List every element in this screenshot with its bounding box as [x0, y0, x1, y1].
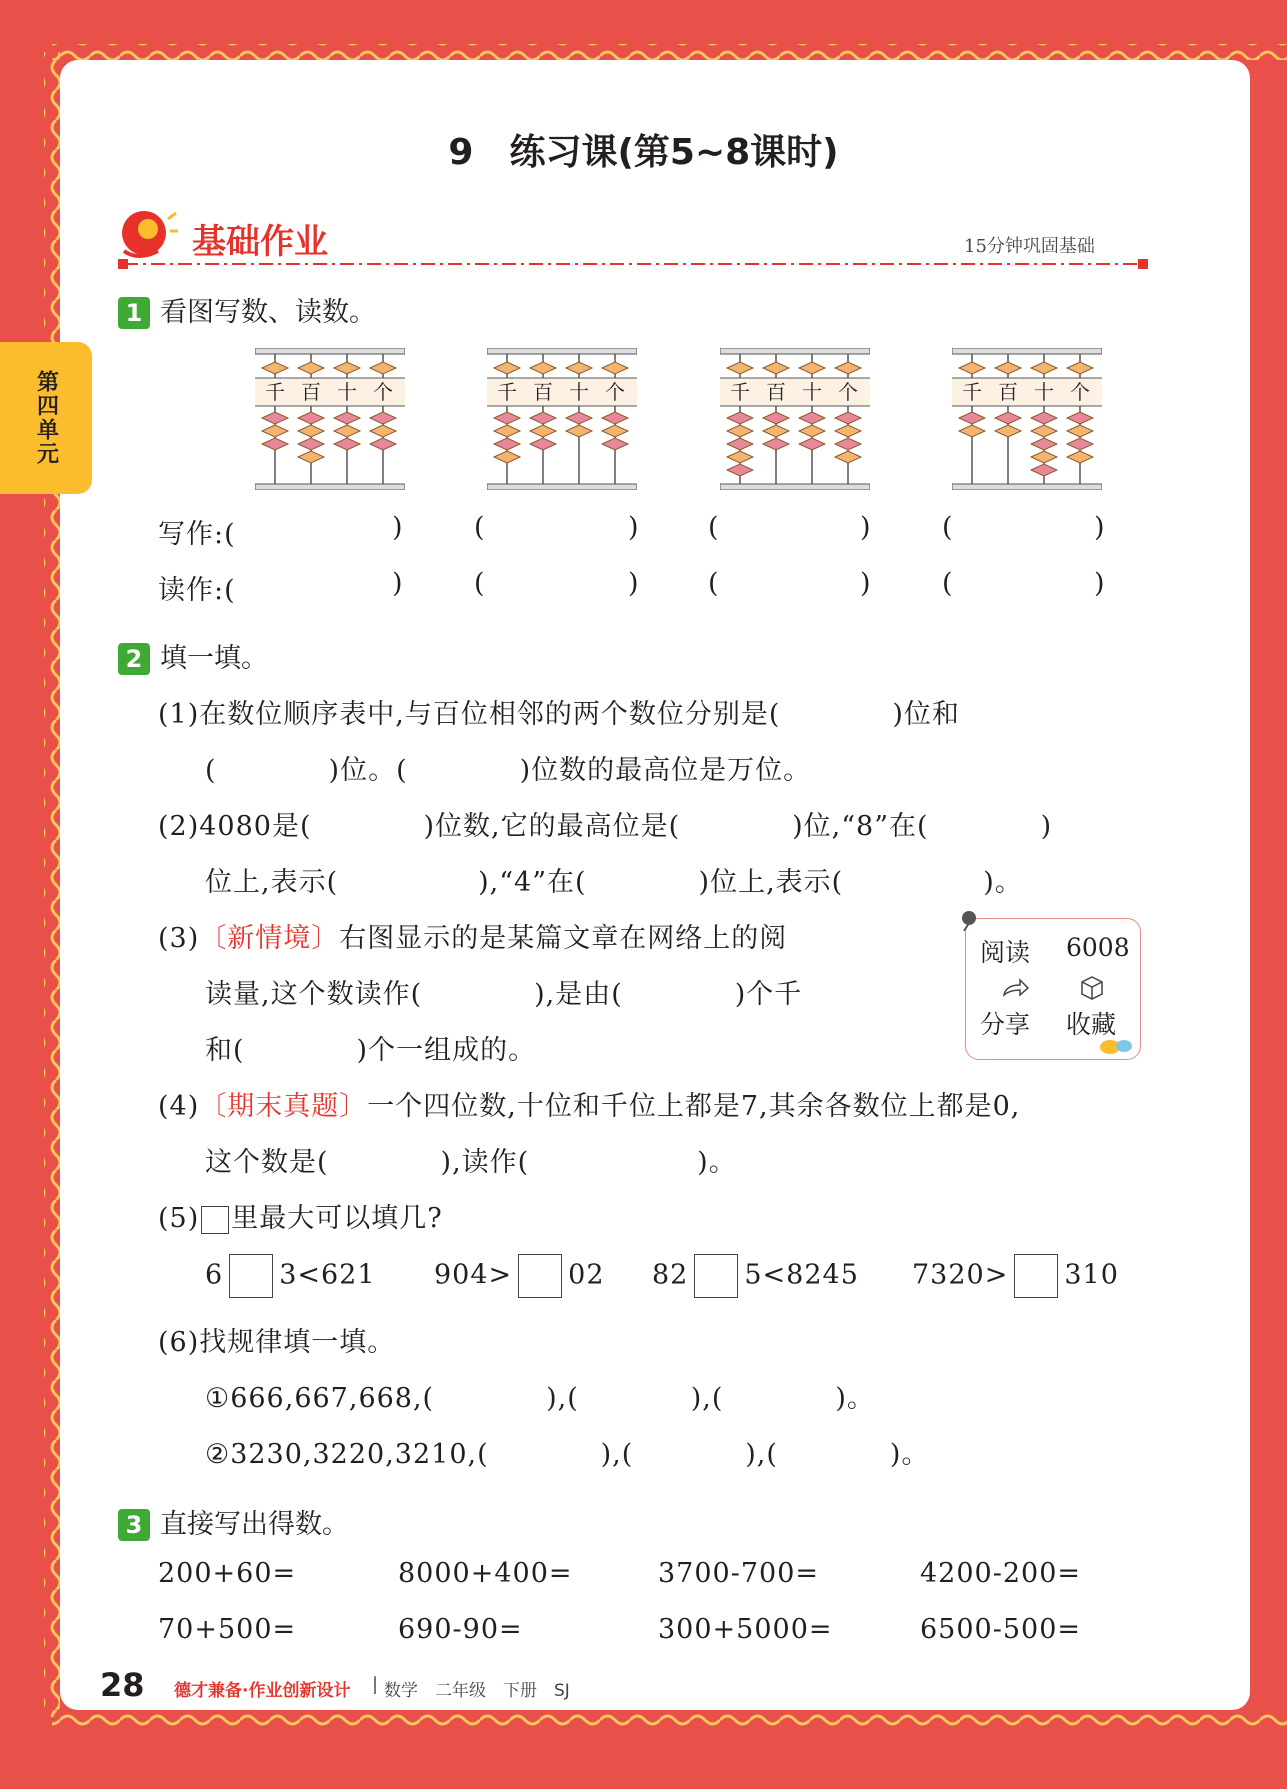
- abacus-place-label: 千: [730, 380, 750, 404]
- q2-p5-prefix: (5): [158, 1203, 200, 1234]
- p5-item-1: [205, 1254, 376, 1298]
- abacus-place-label: 百: [301, 380, 321, 404]
- abacus-bead: [530, 362, 556, 374]
- p5-item-pre: 82: [652, 1259, 689, 1291]
- paren: ): [1094, 568, 1106, 599]
- read-count-card: [965, 918, 1141, 1060]
- q2-p5-text: 里最大可以填几?: [231, 1203, 443, 1234]
- abacus-bead: [1067, 451, 1093, 463]
- abacus-bead: [799, 412, 825, 424]
- abacus-bead: [530, 425, 556, 437]
- abacus-bead: [727, 362, 753, 374]
- abacus-bead: [494, 362, 520, 374]
- abacus-frame-top: [255, 348, 405, 354]
- card-read-label: 阅读: [980, 938, 1031, 967]
- abacus-place-label: 千: [962, 380, 982, 404]
- answer-box[interactable]: [1014, 1254, 1058, 1298]
- abacus-bead: [1067, 362, 1093, 374]
- q2-p5-title: [158, 1196, 443, 1235]
- abacus-place-label: 十: [569, 380, 589, 404]
- paren: ): [860, 512, 872, 543]
- abacus-place-label: 十: [1034, 380, 1054, 404]
- q2-p4-line2: 这个数是( ),读作( )。: [205, 1147, 737, 1178]
- abacus-3: [720, 348, 870, 490]
- bell-icon: [118, 205, 178, 261]
- calc-item: 4200-200=: [920, 1558, 1081, 1589]
- p5-item-4: [912, 1254, 1119, 1298]
- abacus-bead: [799, 362, 825, 374]
- abacus-place-label: 十: [802, 380, 822, 404]
- paren: ): [860, 568, 872, 599]
- q2-p4-text: 一个四位数,十位和千位上都是7,其余各数位上都是0,: [367, 1091, 1021, 1122]
- paren: ): [392, 568, 404, 599]
- abacus-bead: [298, 412, 324, 424]
- q2-p1-line2: ( )位。( )位数的最高位是万位。: [205, 755, 812, 786]
- q2-p3-line1: [158, 916, 787, 955]
- abacus-bead: [835, 425, 861, 437]
- card-read-value: 6008: [1066, 933, 1130, 962]
- answer-box[interactable]: [229, 1254, 273, 1298]
- calc-item: 6500-500=: [920, 1614, 1081, 1645]
- abacus-bead: [1031, 412, 1057, 424]
- footer-series: 德才兼备·作业创新设计: [174, 1681, 351, 1701]
- p5-item-post: 310: [1064, 1259, 1119, 1291]
- q1-heading: [118, 290, 376, 329]
- abacus-bead: [959, 412, 985, 424]
- abacus-frame-top: [720, 348, 870, 354]
- section-title: 基础作业: [192, 222, 328, 262]
- abacus-bead: [959, 425, 985, 437]
- abacus-bead: [835, 362, 861, 374]
- abacus-bead: [334, 412, 360, 424]
- paren: (: [942, 512, 954, 543]
- q2-p3-prefix: (3): [158, 923, 200, 954]
- abacus-bead: [334, 438, 360, 450]
- abacus-place-label: 百: [766, 380, 786, 404]
- abacus-bead: [298, 362, 324, 374]
- p5-item-pre: 6: [205, 1259, 224, 1291]
- abacus-2: [487, 348, 637, 490]
- calc-item: 300+5000=: [658, 1614, 833, 1645]
- page-number: 28: [100, 1666, 145, 1704]
- abacus-place-label: 百: [533, 380, 553, 404]
- abacus-bead: [370, 362, 396, 374]
- q2-p3-line3: 和( )个一组成的。: [205, 1035, 537, 1066]
- abacus-bead: [763, 438, 789, 450]
- card-share-label: 分享: [980, 1010, 1031, 1039]
- abacus-bead: [298, 425, 324, 437]
- abacus-bead: [494, 412, 520, 424]
- box-icon: [1080, 975, 1104, 1001]
- q3-number: 3: [118, 1509, 150, 1541]
- abacus-bead: [566, 362, 592, 374]
- abacus-bead: [727, 438, 753, 450]
- abacus-bead: [602, 362, 628, 374]
- section-subtitle: 15分钟巩固基础: [964, 236, 1095, 257]
- abacus-bead: [835, 438, 861, 450]
- q3-title: 直接写出得数。: [160, 1509, 349, 1540]
- calc-item: 3700-700=: [658, 1558, 819, 1589]
- abacus-bead: [1031, 425, 1057, 437]
- abacus-bead: [602, 425, 628, 437]
- abacus-bead: [835, 412, 861, 424]
- abacus-bead: [1031, 464, 1057, 476]
- abacus-bead: [1067, 412, 1093, 424]
- q2-title: 填一填。: [160, 643, 268, 674]
- abacus-place-label: 个: [838, 380, 858, 404]
- abacus-bead: [530, 412, 556, 424]
- abacus-bead: [262, 438, 288, 450]
- calc-item: 200+60=: [158, 1558, 297, 1589]
- q1-title: 看图写数、读数。: [160, 297, 376, 328]
- abacus-bead: [530, 438, 556, 450]
- calc-item: 8000+400=: [398, 1558, 573, 1589]
- abacus-bead: [370, 438, 396, 450]
- blank-box: [201, 1206, 229, 1234]
- q2-p3-line2: 读量,这个数读作( ),是由( )个千: [205, 979, 803, 1010]
- abacus-bead: [298, 438, 324, 450]
- abacus-bead: [799, 425, 825, 437]
- abacus-bead: [727, 451, 753, 463]
- abacus-4: [952, 348, 1102, 490]
- share-icon: [1000, 977, 1030, 999]
- abacus-bead: [727, 412, 753, 424]
- abacus-bead: [602, 438, 628, 450]
- abacus-bead: [262, 425, 288, 437]
- abacus-place-label: 百: [998, 380, 1018, 404]
- q2-heading: [118, 636, 268, 675]
- q2-p4-tag: 〔期末真题〕: [199, 1091, 368, 1122]
- q3-heading: [118, 1502, 349, 1541]
- section-divider: [118, 258, 1158, 270]
- abacus-frame-bottom: [487, 484, 637, 490]
- answer-box[interactable]: [694, 1254, 738, 1298]
- paren: ): [628, 568, 640, 599]
- abacus-bead: [298, 451, 324, 463]
- answer-box[interactable]: [518, 1254, 562, 1298]
- paren: ): [392, 512, 404, 543]
- abacus-frame-bottom: [952, 484, 1102, 490]
- p5-item-post: 5<8245: [744, 1259, 859, 1291]
- abacus-bead: [494, 438, 520, 450]
- p5-item-post: 3<621: [279, 1259, 376, 1291]
- abacus-bead: [727, 425, 753, 437]
- q2-p6-title: (6)找规律填一填。: [158, 1327, 396, 1358]
- abacus-bead: [1067, 425, 1093, 437]
- abacus-bead: [494, 451, 520, 463]
- calc-item: 70+500=: [158, 1614, 297, 1645]
- q2-p4-prefix: (4): [158, 1091, 200, 1122]
- abacus-bead: [995, 412, 1021, 424]
- q2-p3-text: 右图显示的是某篇文章在网络上的阅: [339, 923, 788, 954]
- paren: (: [708, 568, 720, 599]
- q1-read-label: 读作:(: [158, 575, 236, 606]
- paren: ): [628, 512, 640, 543]
- q2-p6-line1: ①666,667,668,( ),( ),( )。: [205, 1383, 875, 1414]
- p5-item-2: [434, 1254, 605, 1298]
- p5-item-pre: 7320>: [912, 1259, 1009, 1291]
- lesson-title: 9 练习课(第5~8课时): [448, 132, 839, 173]
- paren: (: [474, 512, 486, 543]
- abacus-place-label: 十: [337, 380, 357, 404]
- footer-divider: |: [372, 1674, 379, 1695]
- abacus-bead: [959, 362, 985, 374]
- abacus-bead: [262, 412, 288, 424]
- q2-p4-line1: [158, 1084, 1020, 1123]
- abacus-bead: [566, 412, 592, 424]
- abacus-frame-top: [487, 348, 637, 354]
- p5-item-post: 02: [568, 1259, 605, 1291]
- abacus-1: [255, 348, 405, 490]
- p5-item-3: [652, 1254, 859, 1298]
- abacus-bead: [1067, 438, 1093, 450]
- abacus-bead: [763, 362, 789, 374]
- abacus-bead: [763, 412, 789, 424]
- q2-p2-line2: 位上,表示( ),“4”在( )位上,表示( )。: [205, 867, 1023, 898]
- abacus-frame-top: [952, 348, 1102, 354]
- paren: ): [1094, 512, 1106, 543]
- abacus-place-label: 个: [1070, 380, 1090, 404]
- abacus-bead: [1031, 451, 1057, 463]
- abacus-place-label: 个: [605, 380, 625, 404]
- paren: (: [474, 568, 486, 599]
- q2-p1-line1: (1)在数位顺序表中,与百位相邻的两个数位分别是( )位和: [158, 699, 960, 730]
- abacus-bead: [1031, 362, 1057, 374]
- abacus-bead: [799, 438, 825, 450]
- abacus-bead: [334, 362, 360, 374]
- abacus-frame-bottom: [255, 484, 405, 490]
- abacus-bead: [763, 425, 789, 437]
- q2-p2-line1: (2)4080是( )位数,它的最高位是( )位,“8”在( ): [158, 811, 1053, 842]
- calc-item: 690-90=: [398, 1614, 523, 1645]
- bird-icon: [1096, 1035, 1136, 1057]
- q2-number: 2: [118, 643, 150, 675]
- q2-p3-tag: 〔新情境〕: [199, 923, 340, 954]
- card-fav-label: 收藏: [1066, 1010, 1117, 1039]
- p5-item-pre: 904>: [434, 1259, 513, 1291]
- pin-icon: [958, 909, 980, 931]
- abacus-place-label: 个: [373, 380, 393, 404]
- unit-tab: 第四单元: [0, 342, 92, 494]
- footer-subject: 数学 二年级 下册 SJ: [384, 1681, 570, 1701]
- abacus-bead: [494, 425, 520, 437]
- abacus-bead: [370, 412, 396, 424]
- abacus-bead: [1031, 438, 1057, 450]
- abacus-bead: [602, 412, 628, 424]
- abacus-bead: [566, 425, 592, 437]
- abacus-place-label: 千: [497, 380, 517, 404]
- q1-number: 1: [118, 297, 150, 329]
- abacus-bead: [995, 425, 1021, 437]
- abacus-bead: [370, 425, 396, 437]
- abacus-bead: [334, 425, 360, 437]
- abacus-place-label: 千: [265, 380, 285, 404]
- abacus-frame-bottom: [720, 484, 870, 490]
- q1-write-label: 写作:(: [158, 519, 236, 550]
- paren: (: [942, 568, 954, 599]
- abacus-bead: [995, 362, 1021, 374]
- abacus-bead: [262, 362, 288, 374]
- q2-p6-line2: ②3230,3220,3210,( ),( ),( )。: [205, 1439, 930, 1470]
- abacus-bead: [835, 451, 861, 463]
- abacus-bead: [727, 464, 753, 476]
- paren: (: [708, 512, 720, 543]
